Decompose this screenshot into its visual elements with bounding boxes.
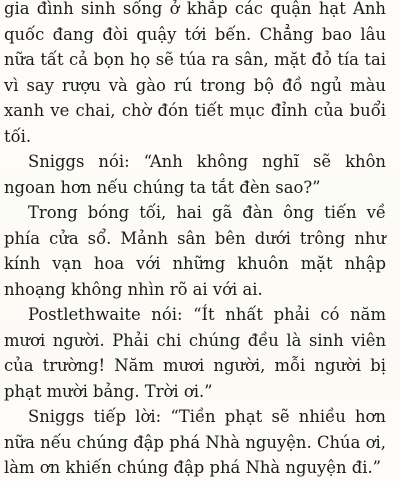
- paragraph-4: Postlethwaite nói: “Ít nhất phải có năm mươi người. Phải chi chúng đều là sinh viên của trường! Năm mươi người, mỗi người bị phạt mười bảng. Trời ơi.”: [4, 305, 386, 401]
- paragraph-3: Trong bóng tối, hai gã đàn ông tiến về phía cửa sổ. Mảnh sân bên dưới trông như kính vạn hoa với những khuôn mặt nhập nhoạng không nhìn rõ ai với ai.: [4, 203, 386, 299]
- paragraph-5: Sniggs tiếp lời: “Tiền phạt sẽ nhiều hơn nữa nếu chúng đập phá Nhà nguyện. Chúa ơi, làm ơn khiến chúng đập phá Nhà nguyện đi.”: [4, 407, 386, 477]
- paragraph-2: Sniggs nói: “Anh không nghĩ sẽ khôn ngoan hơn nếu chúng ta tắt đèn sao?”: [4, 152, 386, 197]
- body-text: [4, 0, 386, 481]
- paragraph-1: gia đình sinh sống ở khắp các quận hạt Anh quốc đang đòi quậy tới bến. Chẳng bao lâu nữa tất cả bọn họ sẽ túa ra sân, mặt đỏ tía tai vì say rượu và gào rú trong bộ đồ ngủ màu xanh ve chai, chờ đón tiết mục đỉnh của buổi tối.: [4, 0, 386, 146]
